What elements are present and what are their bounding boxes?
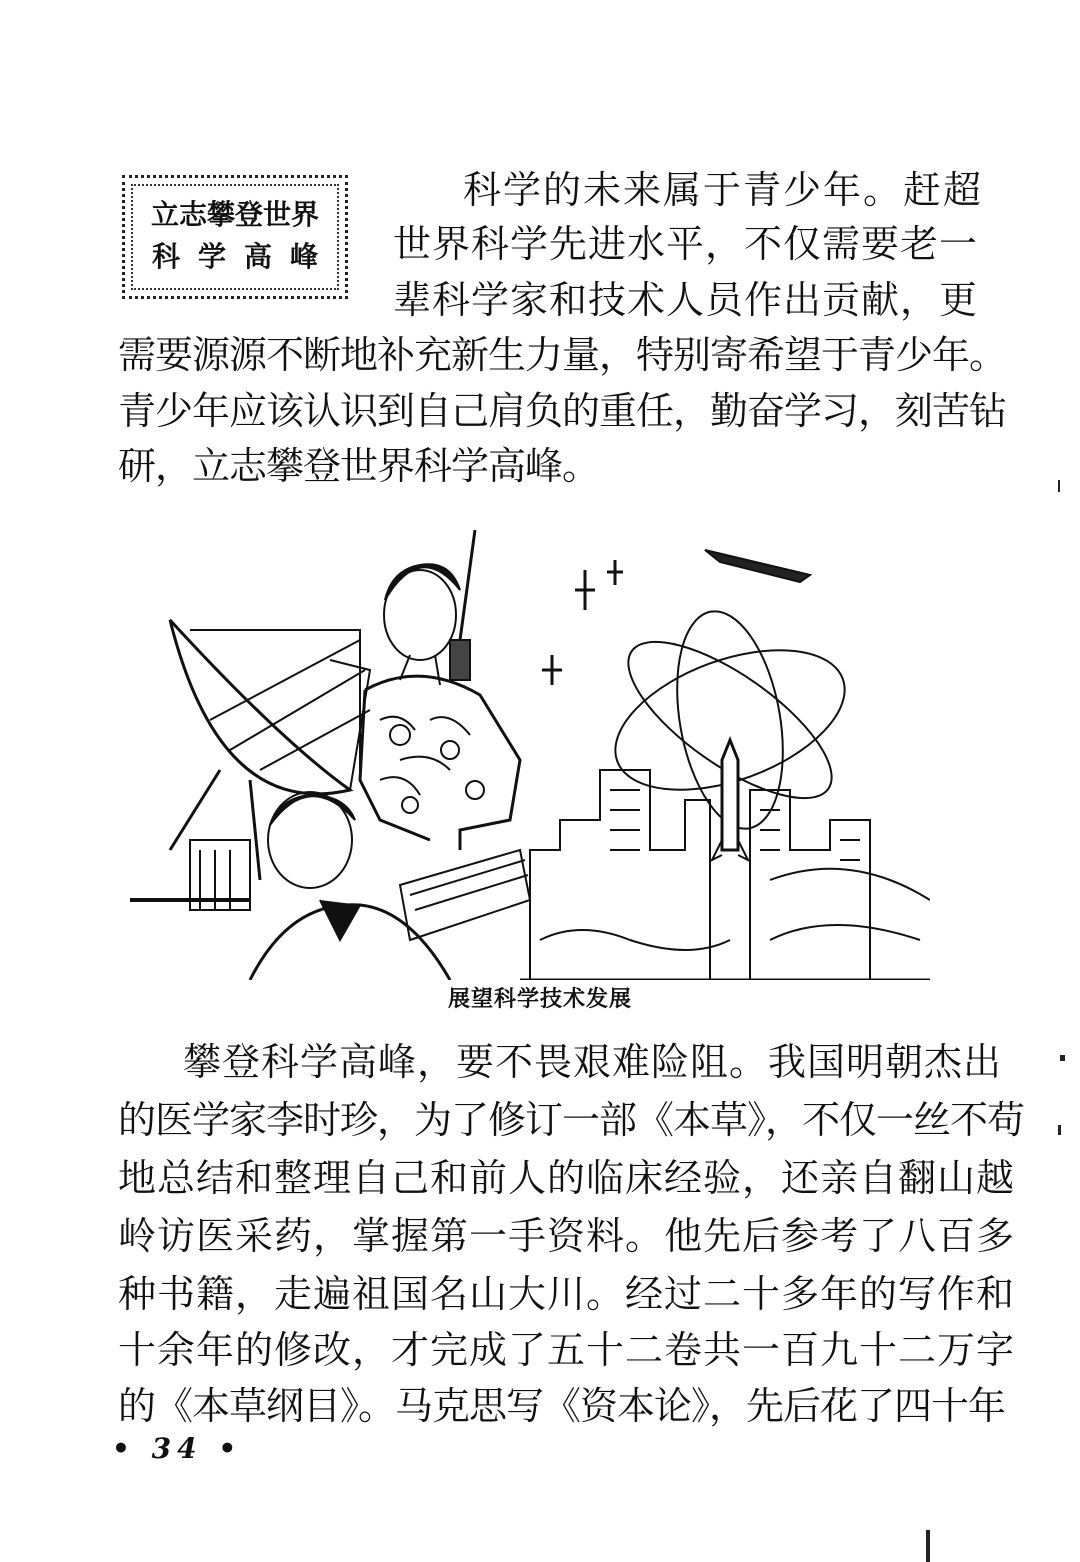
paragraph-2-line-7: 的《本草纲目》。马克思写《资本论》，先后花了四十年 — [118, 1384, 1006, 1428]
illustration-science-outlook — [130, 520, 930, 980]
figure-caption: 展望科学技术发展 — [447, 986, 632, 1012]
scan-mark — [1060, 1055, 1065, 1061]
page-number: • 34 • — [112, 1432, 243, 1465]
sidebar-heading-line-2: 科学高峰 — [151, 240, 336, 273]
sidebar-heading-line-1: 立志攀登世界 — [150, 198, 319, 231]
paragraph-1-line-2: 世界科学先进水平，不仅需要老一 — [393, 222, 979, 266]
paragraph-1-line-3: 辈科学家和技术人员作出贡献，更 — [393, 278, 979, 322]
paragraph-1-line-4: 需要源源不断地补充新生力量，特别寄希望于青少年。 — [118, 333, 1007, 377]
sidebar-heading-box — [122, 175, 348, 299]
paragraph-1-line-6: 研，立志攀登世界科学高峰。 — [118, 444, 600, 488]
scan-mark — [1058, 1125, 1061, 1135]
paragraph-2-line-5: 种书籍，走遍祖国名山大川。经过二十多年的写作和 — [118, 1272, 1016, 1316]
paragraph-2-line-4: 岭访医采药，掌握第一手资料。他先后参考了八百多 — [118, 1214, 1016, 1258]
paragraph-2-line-3: 地总结和整理自己和前人的临床经验，还亲自翻山越 — [118, 1156, 1016, 1200]
scan-mark — [1058, 480, 1060, 492]
paragraph-2-line-2: 的医学家李时珍，为了修订一部《本草》，不仅一丝不苟 — [118, 1098, 1025, 1142]
paragraph-2-line-1: 攀登科学高峰，要不畏艰难险阻。我国明朝杰出 — [183, 1040, 1003, 1084]
paragraph-2-line-6: 十余年的修改，才完成了五十二卷共一百九十二万字 — [118, 1328, 1016, 1372]
scan-mark — [926, 1530, 930, 1562]
illustration-drawing — [130, 520, 930, 980]
paragraph-1-line-1: 科学的未来属于青少年。赶超 — [463, 168, 984, 212]
paragraph-1-line-5: 青少年应该认识到自己肩负的重任，勤奋学习，刻苦钻 — [118, 389, 1007, 433]
